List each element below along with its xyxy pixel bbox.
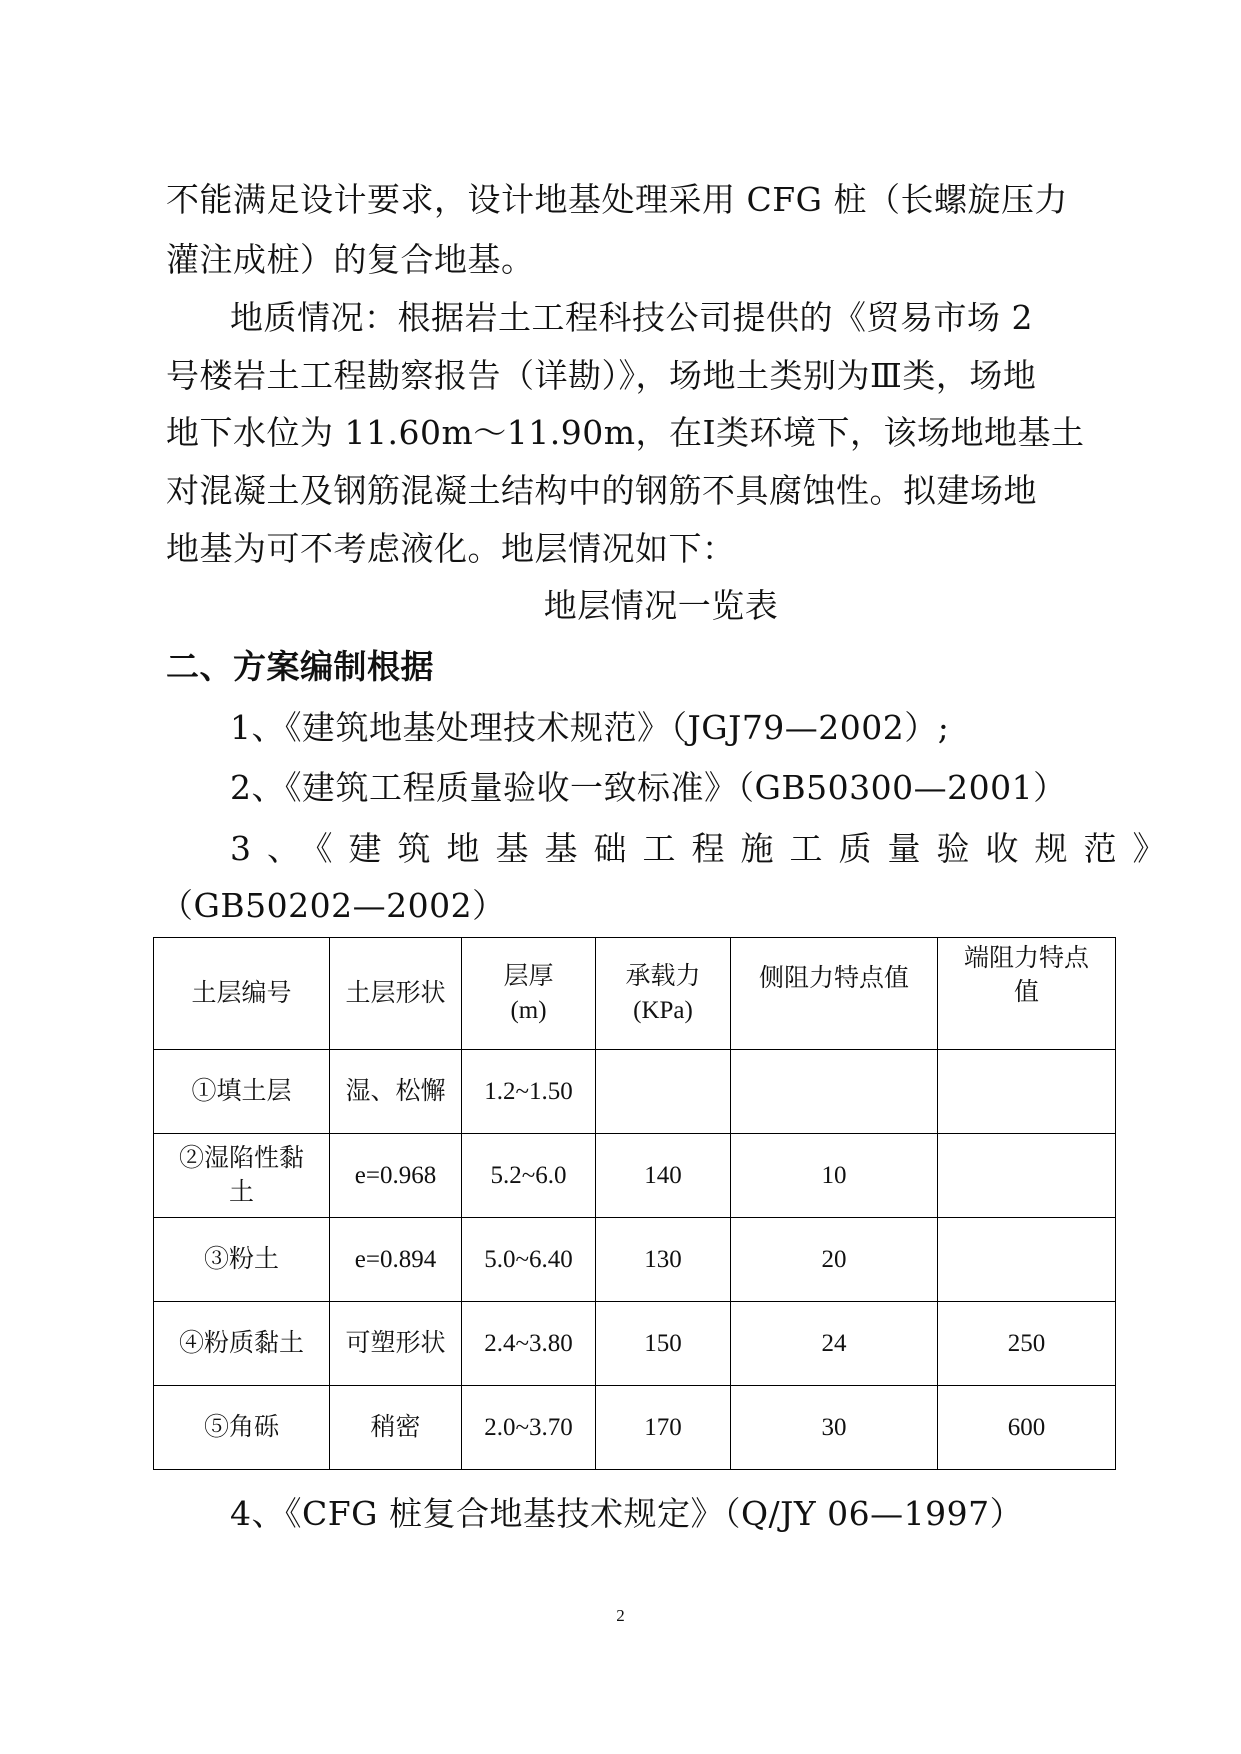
section-heading: 二、方案编制根据 [166, 647, 434, 686]
reference-item: 3、《建筑地基基础工程施工质量验收规范》 [230, 829, 1182, 868]
table-cell: 湿、松懈 [330, 1050, 462, 1134]
table-cell [938, 1218, 1116, 1302]
paragraph-line: 地基为可不考虑液化。地层情况如下： [166, 529, 736, 568]
table-header-row [154, 938, 1116, 1050]
table-cell: 稍密 [330, 1386, 462, 1470]
reference-item: 2、《建筑工程质量验收一致标准》（GB50300—2001） [230, 768, 1067, 807]
table-cell: e=0.968 [330, 1134, 462, 1218]
table-cell: 600 [938, 1386, 1116, 1470]
table-cell [596, 1050, 731, 1134]
header-layer-shape: 土层形状 [330, 938, 462, 1050]
reference-item-continuation: （GB50202—2002） [160, 886, 506, 925]
table-cell: 20 [731, 1218, 938, 1302]
table-cell: e=0.894 [330, 1218, 462, 1302]
table-row [154, 1302, 1116, 1386]
paragraph-line: 灌注成桩）的复合地基。 [166, 240, 535, 279]
table-cell: ⑤角砾 [154, 1386, 330, 1470]
table-cell: ①填土层 [154, 1050, 330, 1134]
table-cell: 2.0~3.70 [462, 1386, 596, 1470]
table-cell: 140 [596, 1134, 731, 1218]
paragraph-line: 号楼岩土工程勘察报告（详勘）》，场地土类别为Ⅲ类，场地 [166, 356, 1037, 395]
table-caption: 地层情况一览表 [543, 586, 779, 625]
paragraph-line: 不能满足设计要求，设计地基处理采用 CFG 桩（长螺旋压力 [166, 180, 1068, 219]
table-cell: 24 [731, 1302, 938, 1386]
table-cell: 30 [731, 1386, 938, 1470]
paragraph-line: 对混凝土及钢筋混凝土结构中的钢筋不具腐蚀性。拟建场地 [166, 471, 1037, 510]
table-cell: 5.0~6.40 [462, 1218, 596, 1302]
table-cell: 10 [731, 1134, 938, 1218]
table-row [154, 1050, 1116, 1134]
table-cell: 130 [596, 1218, 731, 1302]
header-end-resistance: 端阻力特点 值 [938, 938, 1116, 1050]
table-cell: 150 [596, 1302, 731, 1386]
table-cell: 2.4~3.80 [462, 1302, 596, 1386]
reference-item: 4、《CFG 桩复合地基技术规定》（Q/JY 06—1997） [230, 1494, 1024, 1533]
header-layer-id: 土层编号 [154, 938, 330, 1050]
header-thickness: 层厚 (m) [462, 938, 596, 1050]
table-cell: 5.2~6.0 [462, 1134, 596, 1218]
table-cell: 170 [596, 1386, 731, 1470]
table-cell [938, 1050, 1116, 1134]
table-row [154, 1134, 1116, 1218]
table-cell: ③粉土 [154, 1218, 330, 1302]
reference-item: 1、《建筑地基处理技术规范》（JGJ79—2002）; [230, 708, 950, 747]
table-cell: 1.2~1.50 [462, 1050, 596, 1134]
table-cell: 可塑形状 [330, 1302, 462, 1386]
soil-layer-table [153, 937, 1116, 1470]
page-number: 2 [616, 1606, 625, 1625]
table-cell: ④粉质黏土 [154, 1302, 330, 1386]
table-cell: 250 [938, 1302, 1116, 1386]
table-row [154, 1218, 1116, 1302]
header-bearing-capacity: 承载力 (KPa) [596, 938, 731, 1050]
paragraph-line: 地下水位为 11.60m～11.90m，在Ⅰ类环境下，该场地地基土 [166, 413, 1085, 452]
paragraph-line: 地质情况：根据岩土工程科技公司提供的《贸易市场 2 [230, 298, 1033, 337]
table-cell [731, 1050, 938, 1134]
header-side-resistance: 侧阻力特点值 [731, 938, 938, 1050]
table-cell [938, 1134, 1116, 1218]
table-cell: ②湿陷性黏 土 [154, 1134, 330, 1218]
table-row [154, 1386, 1116, 1470]
